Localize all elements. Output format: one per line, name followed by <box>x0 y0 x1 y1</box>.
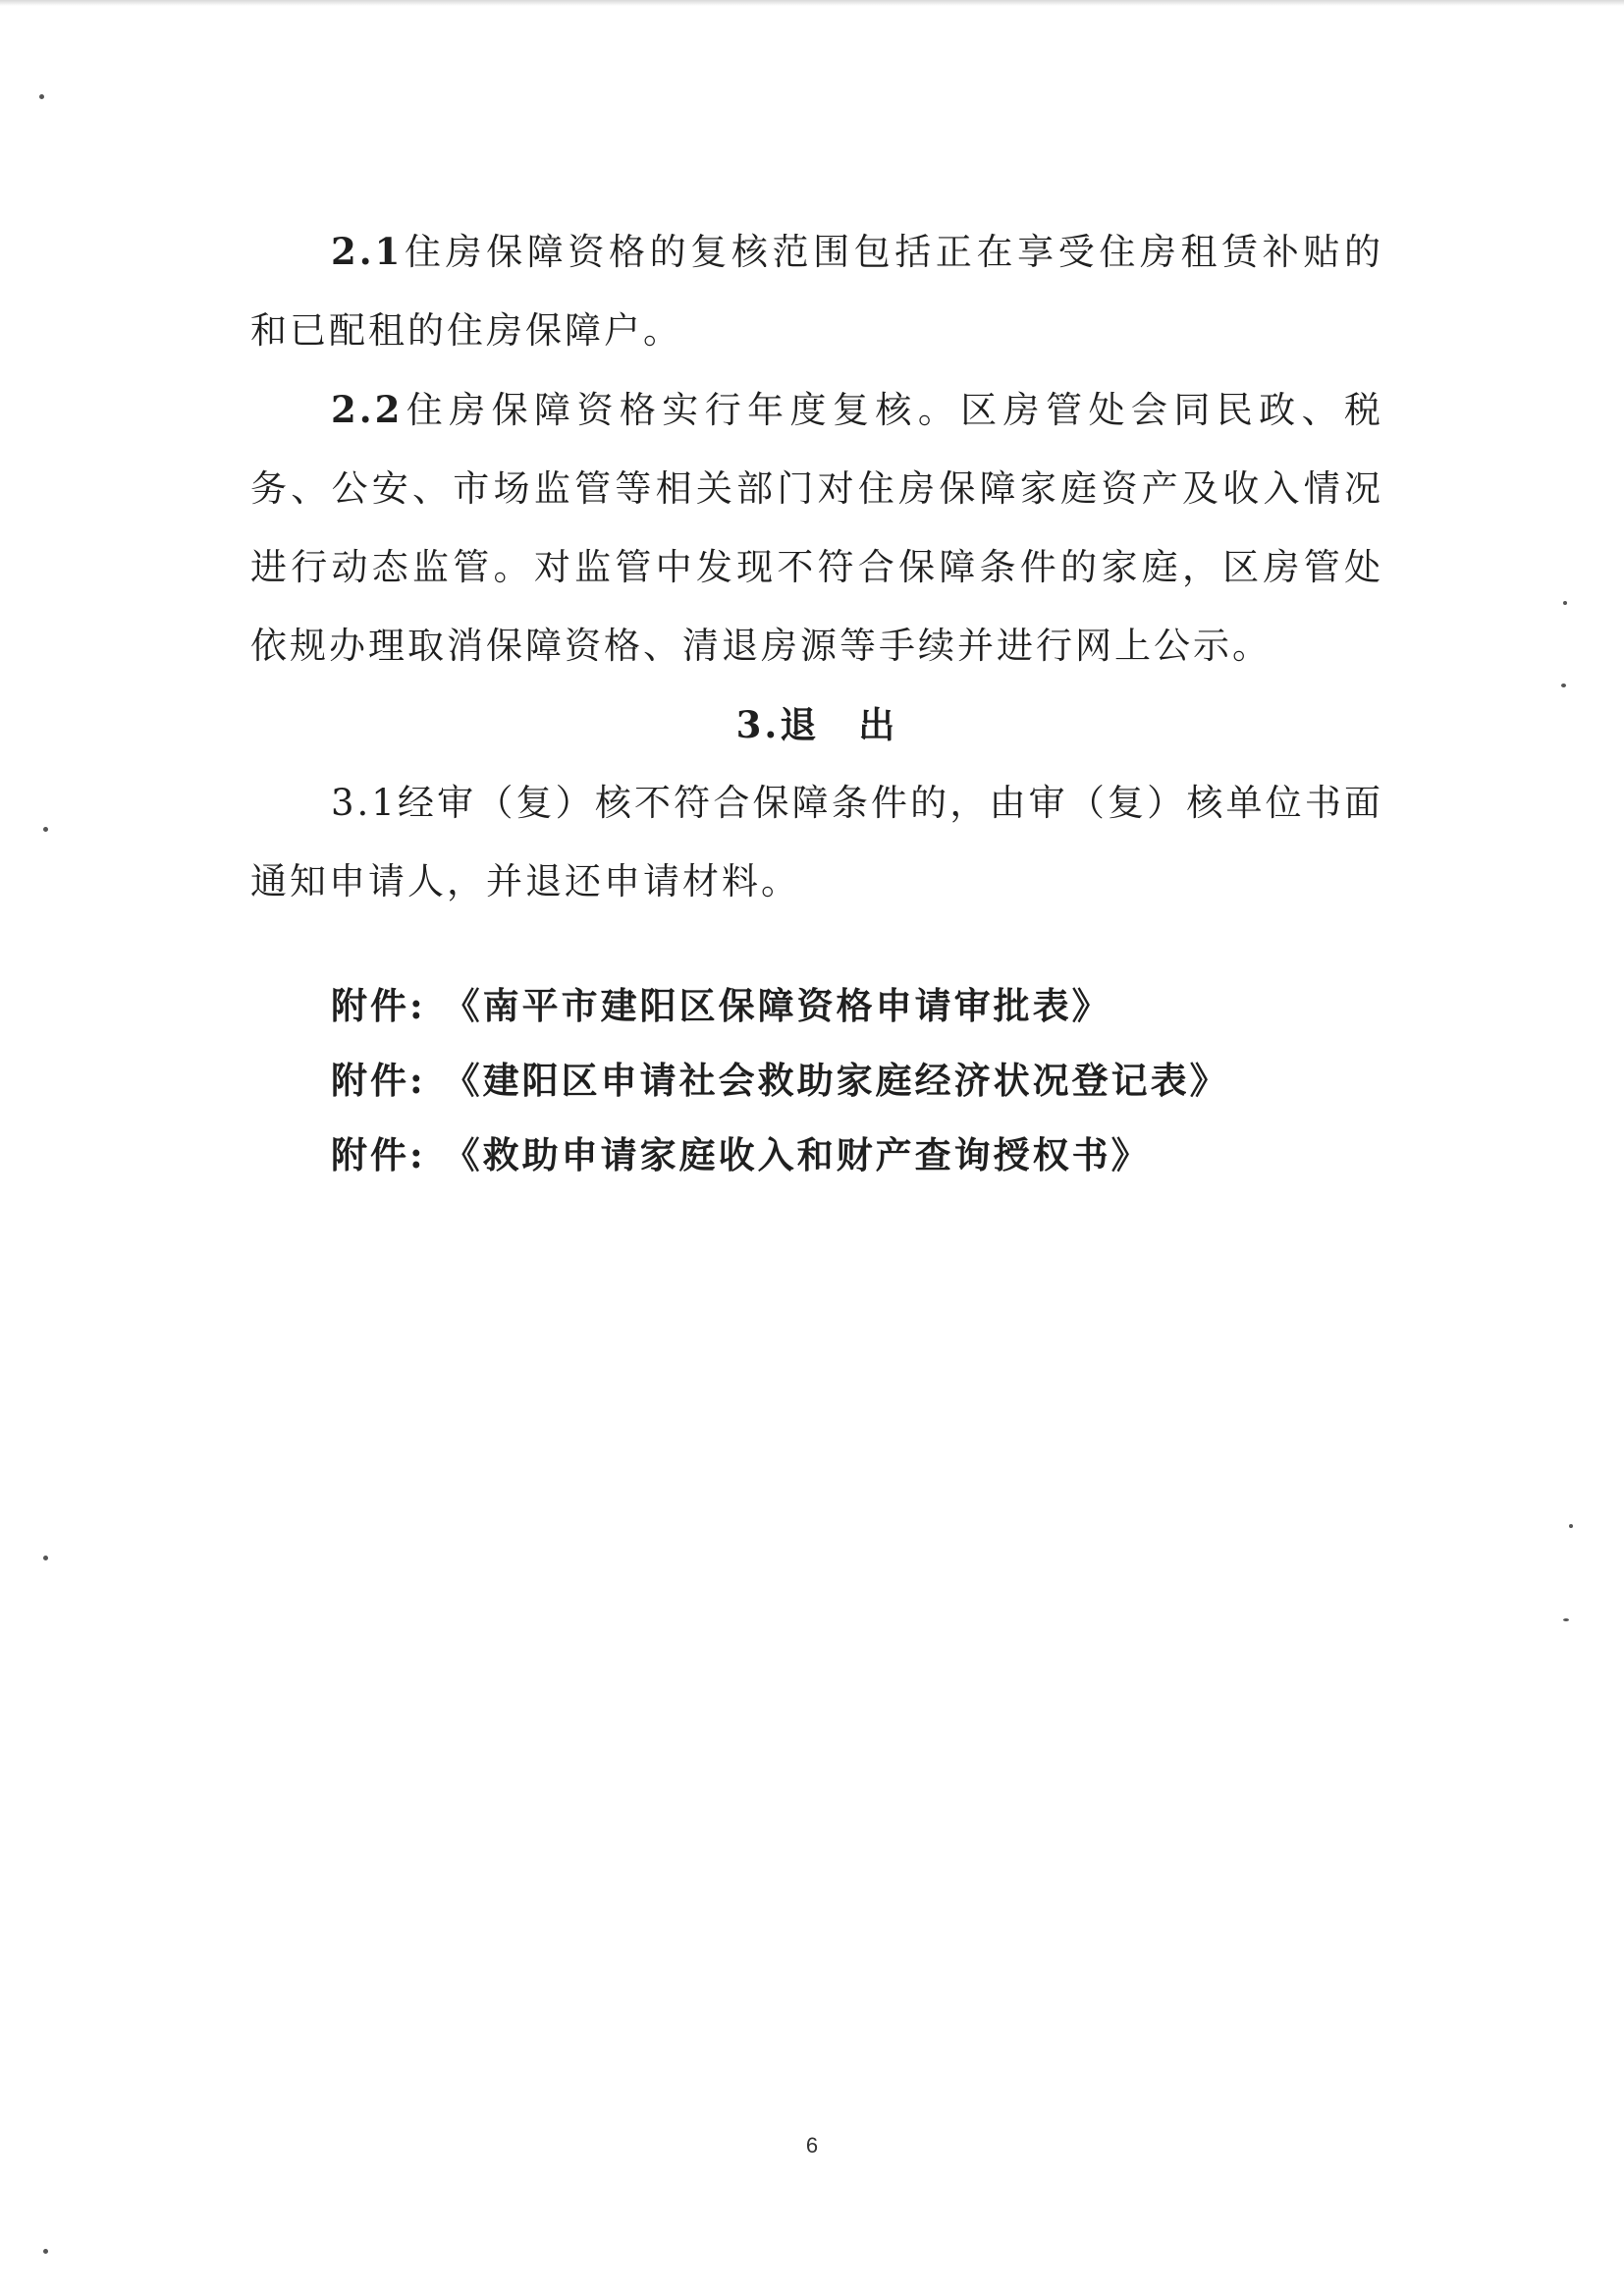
scan-speck <box>43 2249 48 2254</box>
page-number: 6 <box>805 2133 819 2158</box>
attachment-label: 附件: <box>331 1133 426 1176</box>
paragraph-2-1 <box>250 212 1383 370</box>
attachment-label: 附件: <box>331 1059 426 1102</box>
document-body <box>250 212 1383 1192</box>
clause-number: 2.2 <box>331 388 404 431</box>
clause-number: 2.1 <box>331 230 404 273</box>
paragraph-2-2 <box>250 370 1383 685</box>
scan-speck <box>1563 601 1567 605</box>
attachment-label: 附件: <box>331 984 426 1027</box>
scan-speck <box>43 1556 48 1560</box>
clause-number: 3.1 <box>331 782 398 824</box>
scan-speck <box>1563 1618 1569 1621</box>
attachment-item <box>250 968 1383 1043</box>
attachments-list <box>250 968 1383 1192</box>
scan-speck <box>1569 1524 1573 1528</box>
paragraph-3-1 <box>250 764 1383 921</box>
attachment-item <box>250 1118 1383 1192</box>
clause-text: 住房保障资格的复核范围包括正在享受住房租赁补贴的和已配租的住房保障户。 <box>250 231 1383 352</box>
attachment-title: 《救助申请家庭收入和财产查询授权书》 <box>443 1133 1151 1176</box>
clause-text: 经审（复）核不符合保障条件的，由审（复）核单位书面通知申请人，并退还申请材料。 <box>250 782 1383 902</box>
clause-text: 住房保障资格实行年度复核。区房管处会同民政、税务、公安、市场监管等相关部门对住房保障家庭资产及收入情况进行动态监管。对监管中发现不符合保障条件的家庭，区房管处依规办理取消保障资格、清退房源等手续并进行网上公示。 <box>250 389 1383 667</box>
scan-speck <box>43 827 48 832</box>
section-heading-exit: 3.退 出 <box>735 703 898 746</box>
scan-speck <box>1561 683 1566 687</box>
attachment-item <box>250 1043 1383 1118</box>
attachment-title: 《南平市建阳区保障资格申请审批表》 <box>443 984 1111 1027</box>
attachment-title: 《建阳区申请社会救助家庭经济状况登记表》 <box>443 1059 1229 1102</box>
scan-top-edge <box>0 0 1624 6</box>
scan-speck <box>39 94 44 99</box>
